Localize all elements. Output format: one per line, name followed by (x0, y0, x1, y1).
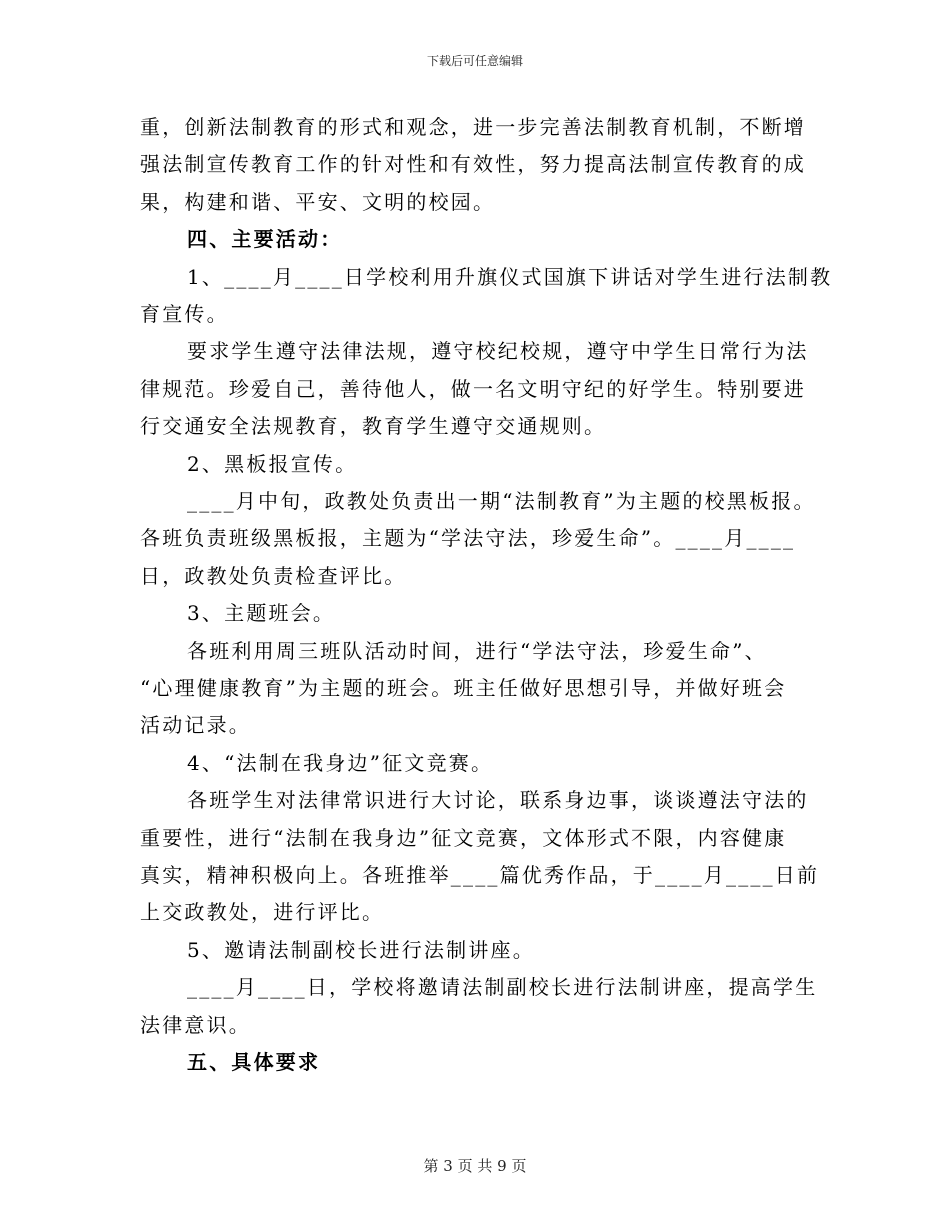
text-line: 强法制宣传教育工作的针对性和有效性，努力提高法制宣传教育的成 (140, 152, 806, 177)
text-line: “心理健康教育”为主题的班会。班主任做好思想引导，并做好班会 (140, 676, 787, 700)
text-line: ____月____日，学校将邀请法制副校长进行法制讲座，提高学生 (187, 975, 818, 1000)
text-line: 各班利用周三班队活动时间，进行“学法守法，珍爱生命”、 (187, 638, 767, 663)
text-line: 2、黑板报宣传。 (187, 451, 358, 476)
text-line: 3、主题班会。 (187, 601, 336, 626)
page-header: 下载后可任意编辑 (426, 54, 523, 68)
text-line: 律规范。珍爱自己，善待他人，做一名文明守纪的好学生。特别要进 (140, 376, 806, 401)
text-line: 重，创新法制教育的形式和观念，进一步完善法制教育机制，不断增 (140, 115, 806, 139)
text-line: 上交政教处，进行评比。 (140, 900, 385, 925)
text-line: 各班学生对法律常识进行大讨论，联系身边事，谈谈遵法守法的 (187, 788, 809, 813)
text-line: 4、“法制在我身边”征文竞赛。 (187, 750, 494, 775)
text-line: 法律意识。 (140, 1012, 251, 1037)
text-line: 活动记录。 (140, 713, 251, 738)
text-line: ____月中旬，政教处负责出一期“法制教育”为主题的校黑板报。 (187, 489, 816, 513)
text-line: 果，构建和谐、平安、文明的校园。 (140, 189, 496, 214)
text-line: 5、邀请法制副校长进行法制讲座。 (187, 937, 535, 962)
text-line: 育宣传。 (140, 302, 229, 326)
text-line: 行交通安全法规教育，教育学生遵守交通规则。 (140, 414, 607, 439)
text-line: 1、____月____日学校利用升旗仪式国旗下讲话对学生进行法制教 (187, 264, 833, 289)
text-line: 各班负责班级黑板报，主题为“学法守法，珍爱生命”。____月____ (140, 526, 796, 551)
section-heading: 四、主要活动： (187, 227, 343, 252)
text-line: 真实，精神积极向上。各班推举____篇优秀作品，于____月____日前 (140, 863, 820, 887)
page-footer: 第 3 页 共 9 页 (423, 1157, 527, 1175)
text-line: 日，政教处负责检查评比。 (140, 563, 407, 588)
text-line: 要求学生遵守法律法规，遵守校纪校规，遵守中学生日常行为法 (187, 339, 809, 364)
section-heading: 五、具体要求 (187, 1050, 321, 1074)
text-line: 重要性，进行“法制在我身边”征文竞赛，文体形式不限，内容健康 (140, 825, 787, 850)
